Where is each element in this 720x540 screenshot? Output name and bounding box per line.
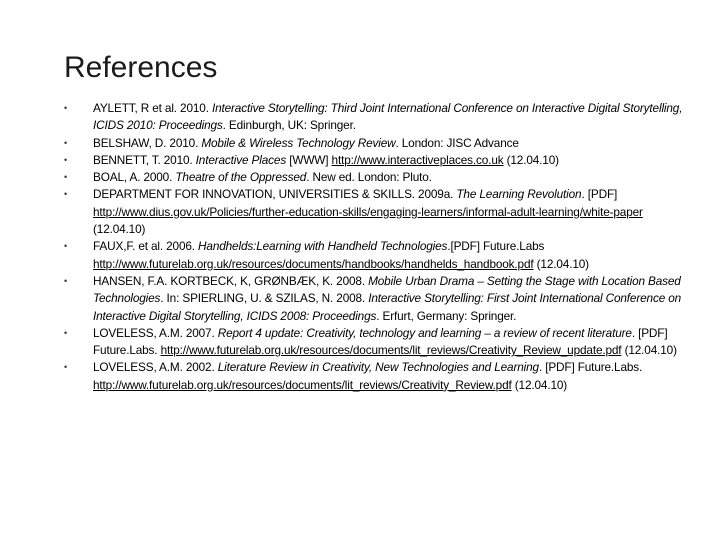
reference-text: . London: JISC Advance bbox=[395, 135, 519, 150]
reference-text: AYLETT, R et al. 2010. bbox=[93, 101, 212, 115]
reference-title-text: Interactive Places bbox=[195, 152, 287, 167]
reference-text: FAUX,F. et al. 2006. bbox=[93, 239, 199, 254]
reference-item bbox=[64, 238, 684, 273]
reference-title-text: Handhelds:Learning with Handheld Technologies bbox=[198, 239, 448, 254]
reference-title-text: Theatre of the Oppressed bbox=[175, 170, 307, 185]
reference-text: (12.04.10) bbox=[93, 222, 146, 237]
reference-text: (12.04.10) bbox=[621, 343, 677, 358]
reference-item bbox=[64, 135, 684, 152]
reference-text: . New ed. London: Pluto. bbox=[306, 170, 432, 185]
reference-link[interactable]: http://www.dius.gov.uk/Policies/further-education-skills/engaging-learners/informal-adult-learning/white-paper bbox=[93, 204, 643, 219]
reference-text: HANSEN, F.A. KORTBECK, K, GRØNBÆK, K. 2008. bbox=[93, 273, 369, 288]
reference-title-text: Mobile Urban Drama – Setting the Stage with Location Based Technologies bbox=[93, 273, 681, 306]
reference-text: . In: SPIERLING, U. & SZILAS, N. 2008. bbox=[160, 291, 369, 306]
reference-link[interactable]: http://www.futurelab.org.uk/resources/documents/lit_reviews/Creativity_Review_update.pdf bbox=[160, 343, 622, 358]
reference-text: . Edinburgh, UK: Springer. bbox=[222, 118, 356, 133]
reference-text: BOAL, A. 2000. bbox=[93, 170, 176, 185]
bullet-dot-icon: • bbox=[64, 189, 68, 200]
reference-item bbox=[64, 273, 684, 325]
reference-text: (12.04.10) bbox=[503, 152, 559, 167]
reference-link[interactable]: http://www.futurelab.org.uk/resources/documents/handbooks/handhelds_handbook.pdf bbox=[93, 256, 534, 271]
bullet-dot-icon: • bbox=[64, 103, 68, 113]
reference-link[interactable]: http://www.interactiveplaces.co.uk bbox=[331, 152, 504, 167]
reference-text: LOVELESS, A.M. 2007. bbox=[93, 325, 218, 340]
reference-link[interactable]: http://www.futurelab.org.uk/resources/documents/lit_reviews/Creativity_Review.pdf bbox=[93, 377, 512, 392]
reference-text: . [PDF] Future.Labs. bbox=[538, 360, 643, 375]
reference-title-text: Interactive Storytelling: Third Joint International Conference on Interactive Digital Storytelling, ICIDS 2010: Proceedings bbox=[93, 101, 683, 133]
reference-item bbox=[64, 100, 684, 135]
bullet-dot-icon: • bbox=[64, 172, 68, 183]
reference-text: (12.04.10) bbox=[511, 377, 568, 392]
bullet-dot-icon: • bbox=[64, 154, 68, 165]
reference-item bbox=[64, 325, 684, 360]
reference-text: LOVELESS, A.M. 2002. bbox=[93, 360, 218, 375]
bullet-dot-icon: • bbox=[64, 327, 68, 338]
reference-item bbox=[64, 152, 684, 169]
reference-text: DEPARTMENT FOR INNOVATION, UNIVERSITIES & SKILLS. 2009a. bbox=[93, 187, 457, 202]
reference-title-text: Interactive Storytelling: First Joint International Conference on Interactive Digital Storytelling, ICIDS 2008: Proceedings bbox=[93, 291, 682, 323]
reference-text: . Erfurt, Germany: Springer. bbox=[376, 308, 517, 323]
reference-text: . [PDF] bbox=[581, 187, 618, 202]
reference-title-text: Report 4 update: Creativity, technology and learning – a review of recent literature bbox=[217, 325, 632, 340]
reference-text: BELSHAW, D. 2010. bbox=[93, 135, 202, 150]
reference-item bbox=[64, 359, 684, 394]
reference-text: (12.04.10) bbox=[533, 256, 589, 271]
reference-text: [WWW] bbox=[286, 152, 332, 167]
reference-title-text: Mobile & Wireless Technology Review bbox=[201, 135, 396, 150]
reference-text: .[PDF] Future.Labs bbox=[447, 239, 545, 254]
reference-title-text: The Learning Revolution bbox=[456, 187, 582, 202]
reference-text: BENNETT, T. 2010. bbox=[93, 152, 196, 167]
reference-list bbox=[64, 100, 684, 394]
reference-item bbox=[64, 169, 684, 186]
bullet-dot-icon: • bbox=[64, 241, 68, 252]
page-title: References bbox=[64, 51, 218, 84]
reference-title-text: Literature Review in Creativity, New Technologies and Learning bbox=[217, 360, 539, 375]
bullet-dot-icon: • bbox=[64, 362, 68, 373]
bullet-dot-icon: • bbox=[64, 137, 68, 148]
reference-item bbox=[64, 186, 684, 238]
bullet-dot-icon: • bbox=[64, 275, 68, 286]
reference-text: . [PDF] Future.Labs. bbox=[93, 325, 668, 358]
